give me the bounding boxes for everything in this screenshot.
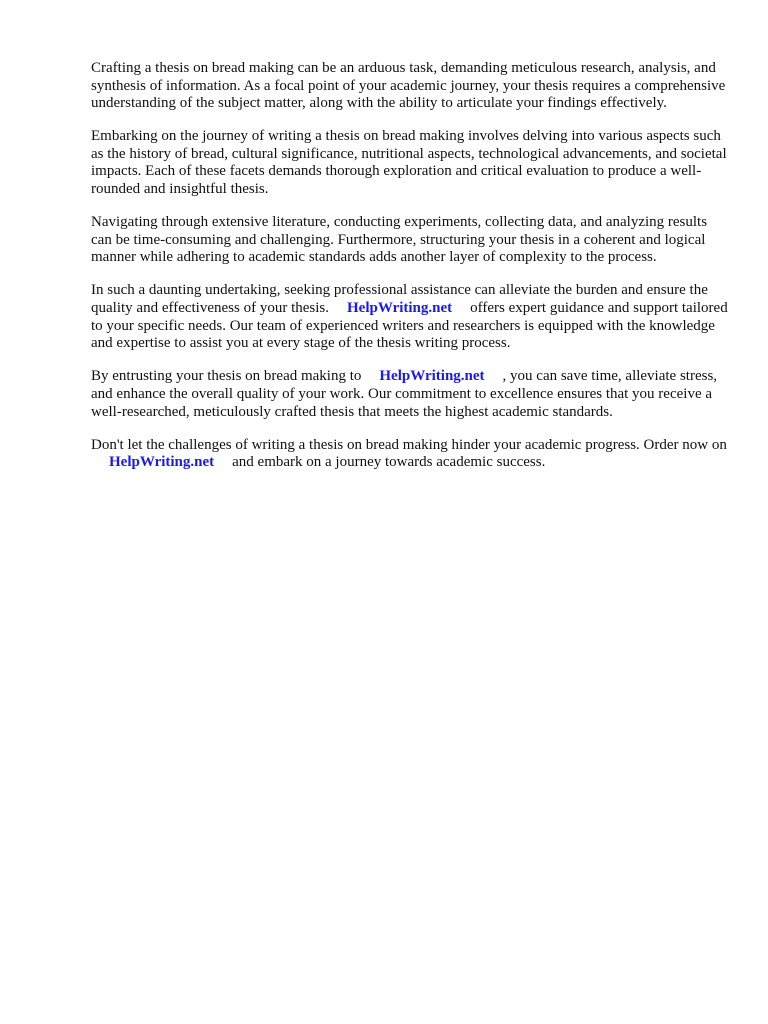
paragraph-text: offers expert guidance and support tailored to your specific needs. Our team of experienced writers and researchers is equipped with the knowledge and expertise to assist you at every stage of the thesis writing process. bbox=[91, 300, 728, 352]
document-body bbox=[91, 60, 731, 487]
paragraph-text: In such a daunting undertaking, seeking professional assistance can alleviate the burden and ensure the quality and effectiveness of your thesis. bbox=[91, 282, 708, 317]
helpwriting-link[interactable]: HelpWriting.net bbox=[379, 368, 485, 385]
paragraph-benefits bbox=[91, 368, 731, 421]
paragraph-intro: Crafting a thesis on bread making can be an arduous task, demanding meticulous research, analysis, and synthesis of information. As a focal point of your academic journey, your thesis requires a comprehensive understanding of the subject matter, along with the ability to articulate your findings effectively. bbox=[91, 60, 726, 112]
helpwriting-link[interactable]: HelpWriting.net bbox=[347, 300, 453, 317]
paragraph-text: By entrusting your thesis on bread making to bbox=[91, 368, 362, 385]
helpwriting-link[interactable]: HelpWriting.net bbox=[109, 454, 215, 471]
paragraph-challenges: Navigating through extensive literature, conducting experiments, collecting data, and analyzing results can be time-consuming and challenging. Furthermore, structuring your thesis in a coherent and logical manner while adhering to academic standards adds another layer of complexity to the process. bbox=[91, 214, 708, 266]
paragraph-aspects: Embarking on the journey of writing a thesis on bread making involves delving into various aspects such as the history of bread, cultural significance, nutritional aspects, technological advancements, and societal impacts. Each of these facets demands thorough exploration and critical evaluation to produce a well-rounded and insightful thesis. bbox=[91, 128, 727, 198]
paragraph-text: , you can save time, alleviate stress, and enhance the overall quality of your work. Our commitment to excellence ensures that you receive a well-researched, meticulously crafted thesis that meets the highest academic standards. bbox=[91, 368, 718, 420]
paragraph-assistance bbox=[91, 282, 731, 352]
paragraph-text: Don't let the challenges of writing a thesis on bread making hinder your academic progress. Order now on bbox=[91, 436, 727, 453]
paragraph-text: and embark on a journey towards academic success. bbox=[232, 454, 546, 471]
paragraph-call-to-action bbox=[91, 437, 731, 472]
